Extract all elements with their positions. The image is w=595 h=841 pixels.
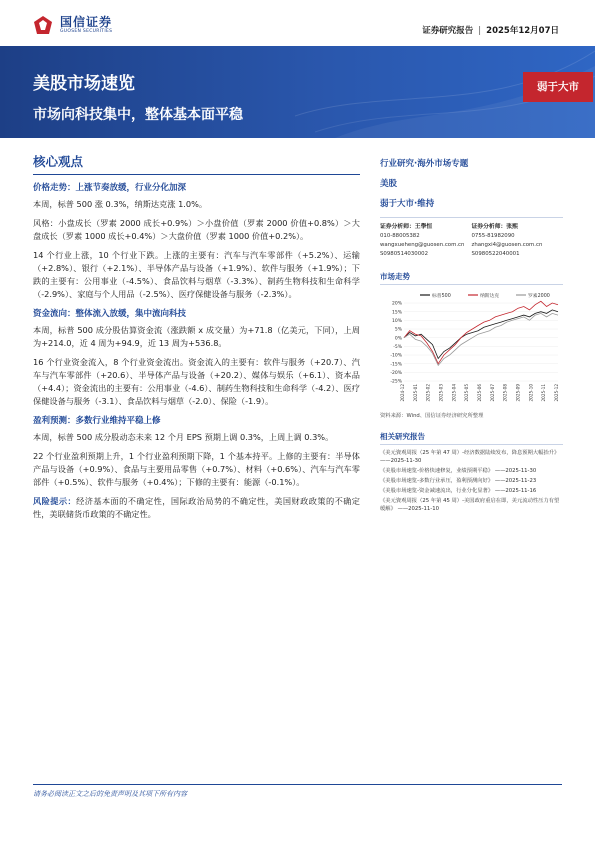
analyst-card [472, 223, 564, 259]
y-tick-label: -20% [390, 370, 402, 376]
earnings-heading: 盈利预测：多数行业维持平稳上修 [33, 416, 161, 426]
analyst-block [380, 217, 563, 259]
related-report-link[interactable]: 《美股市场速览-资金减速流出，行业分化显著》 ——2025-11-16 [380, 488, 537, 494]
series-line [404, 310, 558, 359]
related-report-link[interactable]: 《美股市场速览-价格快速修复，业绩预期平稳》 ——2025-11-30 [380, 468, 537, 474]
y-tick-label: 15% [391, 310, 402, 316]
price-paragraph-1: 本周，标普 500 涨 0.3%，纳斯达克涨 1.0%。 [33, 199, 208, 209]
market-label: 美股 [380, 179, 398, 189]
banner-title: 美股市场速览 [33, 74, 135, 94]
x-tick-label: 2025-02 [425, 384, 431, 402]
related-reports-list [380, 449, 563, 513]
x-tick-label: 2025-11 [541, 384, 547, 402]
analyst-card [380, 223, 472, 259]
risk-paragraph [33, 495, 360, 521]
analyst-email[interactable]: wangxueheng@guosen.com.cn [380, 242, 465, 248]
x-tick-label: 2025-06 [477, 384, 482, 402]
x-tick-label: 2024-12 [400, 384, 405, 402]
analyst-phone: 0755-81982090 [471, 233, 515, 239]
analyst-role: 证券分析师：王學恒 [380, 224, 433, 230]
legend-label: 纳斯达克 [480, 294, 500, 299]
rating-badge: 弱于大市 [523, 72, 593, 102]
related-reports-heading: 相关研究报告 [380, 431, 563, 445]
risk-text: 经济基本面的不确定性，国际政治局势的不确定性，美国财政政策的不确定性，美联储货币政策的不确定性。 [33, 496, 360, 519]
y-tick-label: -25% [390, 379, 402, 385]
top-bar [0, 0, 595, 46]
x-tick-label: 2025-07 [489, 384, 495, 402]
legend-label: 罗素2000 [528, 294, 550, 299]
section-title: 核心观点 [33, 152, 360, 175]
title-banner [0, 46, 595, 138]
y-tick-label: -15% [390, 362, 402, 368]
x-tick-label: 2025-05 [464, 384, 470, 402]
document-meta: 证券研究报告 | 2025年12月07日 [422, 26, 559, 36]
y-tick-label: 5% [394, 327, 402, 333]
price-heading: 价格走势：上涨节奏放缓，行业分化加深 [33, 183, 187, 193]
report-date: 2025年12月07日 [486, 26, 559, 36]
y-tick-label: 10% [391, 318, 402, 324]
sidebar [380, 152, 563, 515]
x-tick-label: 2025-04 [451, 384, 457, 402]
y-tick-label: -10% [390, 353, 402, 359]
analyst-email[interactable]: zhangxi4@guosen.com.cn [471, 242, 543, 248]
series-line [404, 301, 558, 363]
y-tick-label: 20% [391, 301, 402, 307]
x-tick-label: 2025-12 [554, 384, 559, 402]
x-tick-label: 2025-08 [502, 384, 508, 402]
logo-name-cn: 国信证券 [60, 14, 113, 29]
flow-paragraph-1: 本周，标普 500 成分股估算资金流（涨跌额 x 成交量）为+71.8（亿美元，下同），上周为+214.0，近 4 周为+94.9，近 13 周为+536.8。 [33, 325, 360, 348]
earnings-paragraph-2: 22 个行业盈利预期上升，1 个行业盈利预期下降，1 个基本持平。上修的主要有：半导体产品与设备（+0.9%）、食品与主要用品零售（+0.7%）、材料（+0.6%）、汽车与汽车零部件（+0.5%）、软件与服务（+0.4%）；下修的主要有：能源（-0.1%）。 [33, 451, 360, 487]
chart-source: 资料来源：Wind、国信证券经济研究所整理 [380, 413, 484, 419]
y-tick-label: -5% [393, 344, 402, 350]
industry-topic: 行业研究·海外市场专题 [380, 159, 469, 169]
core-views-section [33, 152, 360, 527]
price-paragraph-2: 风格：小盘成长（罗素 2000 成长+0.9%）＞小盘价值（罗素 2000 价值+0.8%）＞大盘成长（罗素 1000 成长+0.4%）＞大盘价值（罗素 1000 价值+0.2%）。 [33, 218, 360, 241]
analyst-role: 证券分析师：张熙 [471, 224, 518, 230]
banner-subtitle: 市场向科技集中，整体基本面平稳 [33, 107, 243, 123]
risk-label: 风险提示： [33, 496, 77, 506]
footer-divider [33, 784, 562, 785]
report-type: 证券研究报告 [422, 26, 474, 36]
x-tick-label: 2025-10 [528, 384, 534, 402]
earnings-paragraph-1: 本周，标普 500 成分股动态未来 12 个月 EPS 预期上调 0.3%，上周上调 0.3%。 [33, 432, 334, 442]
rating-line: 弱于大市·维持 [380, 199, 435, 209]
analyst-cert: S0980522040001 [471, 251, 520, 257]
x-tick-label: 2025-01 [412, 384, 418, 402]
related-report-link[interactable]: 《美股市场速览-多数行业承压，盈利预测向好》 ——2025-11-23 [380, 478, 537, 484]
legend-label: 标普500 [432, 294, 451, 299]
company-logo [32, 14, 112, 36]
x-tick-label: 2025-03 [438, 384, 444, 402]
analyst-cert: S0980514030002 [380, 251, 429, 257]
price-paragraph-3: 14 个行业上涨，10 个行业下跌。上涨的主要有：汽车与汽车零部件（+5.2%）、运输（+2.8%）、银行（+2.1%）、半导体产品与设备（+1.9%）、软件与服务（+1.9%）；下跌的主要有：公用事业（-4.5%）、食品饮料与烟草（-3.3%）、制药生物科技和生命科学（-2.9%）、家庭与个人用品（-2.5%）、医疗保健设备与服务（-2.3%）。 [33, 250, 360, 299]
chart-heading: 市场走势 [380, 271, 563, 285]
related-report-link[interactable]: 《美元資观周报（25 年第 47 周）-经济数据陆续发布，降息预期大幅抬升》 ——2025-11-30 [380, 450, 560, 464]
footer-disclaimer: 请务必阅读正文之后的免责声明及其项下所有内容 [33, 790, 187, 798]
flow-paragraph-2: 16 个行业资金流入，8 个行业资金流出。资金流入的主要有：软件与服务（+20.7）、汽车与汽车零部件（+20.6）、半导体产品与设备（+20.2）、媒体与娱乐（+6.1）、资本品（+4.4）；资金流出的主要有：公用事业（-4.6）、制药生物科技和生命科学（-4.2）、医疗保健设备与服务（-3.1）、食品饮料与烟草（-2.0）、保险（-1.9）。 [33, 357, 360, 406]
logo-name-en: GUOSEN SECURITIES [60, 28, 113, 34]
market-trend-chart [380, 289, 563, 409]
logo-mark-icon [32, 14, 54, 36]
y-tick-label: 0% [394, 336, 402, 342]
flow-heading: 资金流向：整体流入放缓，集中流向科技 [33, 309, 187, 319]
x-tick-label: 2025-09 [515, 384, 521, 402]
related-report-link[interactable]: 《美元資观周报（25 年第 45 周）-美国政府重启在即，美元流动性压力有望缓解》 ——2025-11-10 [380, 498, 560, 512]
analyst-phone: 010-88005382 [380, 233, 420, 239]
market-trend-svg [380, 289, 563, 409]
